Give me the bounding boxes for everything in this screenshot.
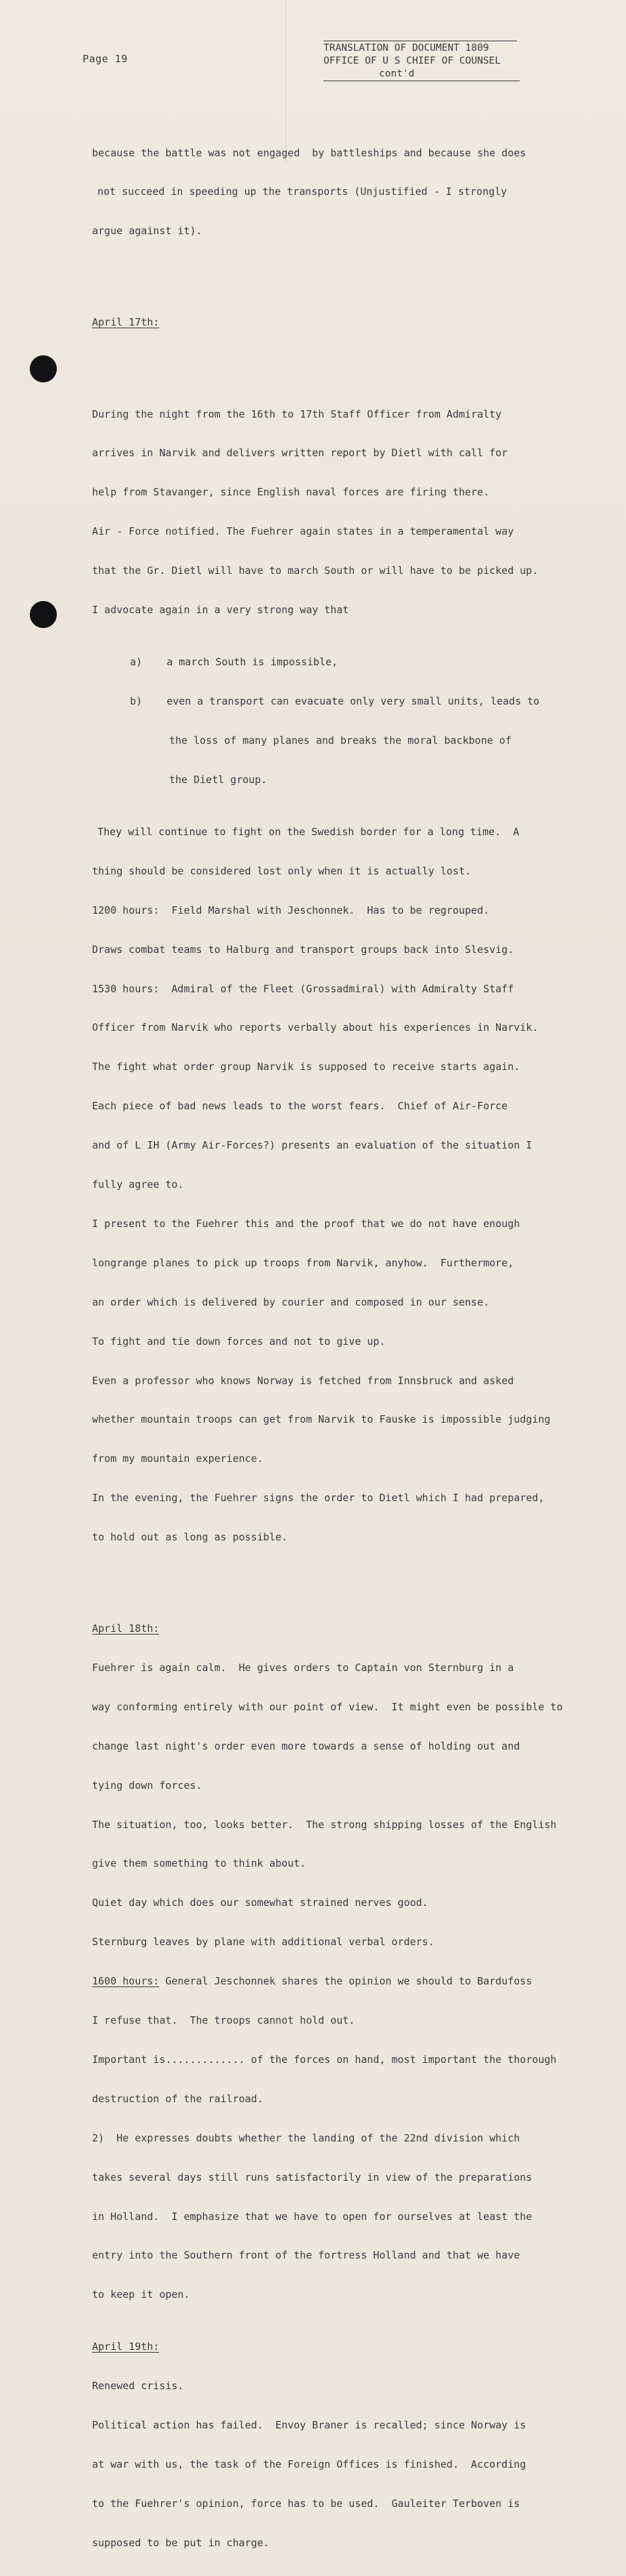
text-line: supposed to be put in charge. (92, 2536, 269, 2549)
text-line: I refuse that. The troops cannot hold out. (92, 2014, 355, 2027)
text-line: 2) He expresses doubts whether the landing of the 22nd division which (92, 2131, 520, 2144)
document-header (323, 41, 527, 81)
text-line: The fight what order group Narvik is supposed to receive starts again. (92, 1061, 520, 1073)
text-line: Each piece of bad news leads to the worst fears. Chief of Air-Force (92, 1100, 508, 1113)
text-line: Important is............. of the forces on hand, most important the thorough (92, 2053, 557, 2066)
text-line: whether mountain troops can get from Narvik to Fauske is impossible judging (92, 1413, 551, 1426)
text-line: at war with us, the task of the Foreign Offices is finished. According (92, 2458, 527, 2471)
section-heading-april-19: April 19th: (92, 2340, 160, 2353)
text-line: In the evening, the Fuehrer signs the order to Dietl which I had prepared, (92, 1492, 545, 1505)
text-line: Political action has failed. Envoy Braner is recalled; since Norway is (92, 2419, 527, 2432)
text-line: entry into the Southern front of the fortress Holland and that we have (92, 2249, 520, 2262)
text-line: longrange planes to pick up troops from Narvik, anyhow. Furthermore, (92, 1256, 514, 1269)
text-line: 1200 hours: Field Marshal with Jeschonnek. Has to be regrouped. (92, 904, 489, 916)
text-line: to keep it open. (92, 2288, 190, 2301)
list-item (92, 656, 606, 669)
text-line: arrives in Narvik and delivers written report by Dietl with call for (92, 447, 508, 460)
text-line: 1530 hours: Admiral of the Fleet (Grossadmiral) with Admiralty Staff (92, 982, 514, 995)
text-line: They will continue to fight on the Swedish border for a long time. A (97, 826, 520, 839)
text-line (92, 1975, 606, 1988)
text-line: Quiet day which does our somewhat strained nerves good. (92, 1896, 428, 1909)
text-line: During the night from the 16th to 17th Staff Officer from Admiralty (92, 407, 502, 420)
text-line: destruction of the railroad. (92, 2092, 263, 2105)
text-line: not succeed in speeding up the transports (Unjustified - I strongly (97, 185, 508, 198)
header-line-1: TRANSLATION OF DOCUMENT 1809 (323, 43, 489, 53)
text-line: Air - Force notified. The Fuehrer again states in a temperamental way (92, 525, 514, 538)
text-line: Fuehrer is again calm. He gives orders to Captain von Sternburg in a (92, 1662, 514, 1674)
text-line: help from Stavanger, since English naval forces are firing there. (92, 486, 489, 499)
list-text: even a transport can evacuate only very small units, leads to (166, 695, 540, 708)
text-line: takes several days still runs satisfactorily in view of the preparations (92, 2171, 533, 2183)
time-line-text: General Jeschonnek shares the opinion we should to Bardufoss (159, 1975, 533, 1988)
list-text: the Dietl group. (169, 773, 267, 786)
text-line: argue against it). (92, 225, 202, 238)
list-marker: b) (130, 695, 143, 708)
page-number: Page 19 (83, 53, 128, 65)
text-line: Draws combat teams to Halburg and transport groups back into Slesvig. (92, 943, 514, 956)
text-line: to hold out as long as possible. (92, 1531, 288, 1544)
text-line: from my mountain experience. (92, 1452, 263, 1465)
text-line: I advocate again in a very strong way that (92, 603, 349, 616)
text-line: and of L IH (Army Air-Forces?) presents an evaluation of the situation I (92, 1139, 533, 1152)
text-line: Even a professor who knows Norway is fetched from Innsbruck and asked (92, 1374, 514, 1387)
text-line: Sternburg leaves by plane with additional verbal orders. (92, 1936, 434, 1949)
text-line: that the Gr. Dietl will have to march South or will have to be picked up. (92, 564, 539, 577)
list-text: the loss of many planes and breaks the moral backbone of (169, 734, 512, 747)
text-line: To fight and tie down forces and not to give up. (92, 1335, 386, 1348)
punch-hole-upper (30, 355, 57, 382)
text-line: because the battle was not engaged by battleships and because she does (92, 146, 527, 159)
text-line: change last night's order even more towards a sense of holding out and (92, 1739, 520, 1752)
document-body (92, 120, 606, 2576)
punch-hole-lower (30, 601, 57, 628)
text-line: The situation, too, looks better. The strong shipping losses of the English (92, 1818, 557, 1831)
list-text: a march South is impossible, (166, 656, 338, 669)
text-line: fully agree to. (92, 1178, 184, 1191)
text-line: to the Fuehrer's opinion, force has to be used. Gauleiter Terboven is (92, 2497, 520, 2510)
text-line: give them something to think about. (92, 1857, 307, 1870)
section-heading-april-17: April 17th: (92, 316, 160, 329)
text-line: in Holland. I emphasize that we have to open for ourselves at least the (92, 2210, 533, 2223)
section-heading-april-18: April 18th: (92, 1622, 160, 1635)
text-line: thing should be considered lost only when it is actually lost. (92, 864, 471, 877)
list-item (92, 695, 606, 708)
text-line: Officer from Narvik who reports verbally about his experiences in Narvik. (92, 1021, 539, 1034)
text-line: way conforming entirely with our point of view. It might even be possible to (92, 1700, 563, 1713)
list-marker: a) (130, 656, 143, 669)
text-line: Renewed crisis. (92, 2380, 184, 2393)
header-line-3: cont'd (379, 68, 415, 79)
text-line: I present to the Fuehrer this and the proof that we do not have enough (92, 1217, 520, 1230)
time-label: 1600 hours: (92, 1975, 160, 1988)
text-line: tying down forces. (92, 1779, 202, 1792)
header-line-2: OFFICE OF U S CHIEF OF COUNSEL (323, 55, 501, 66)
text-line: an order which is delivered by courier and composed in our sense. (92, 1295, 489, 1308)
